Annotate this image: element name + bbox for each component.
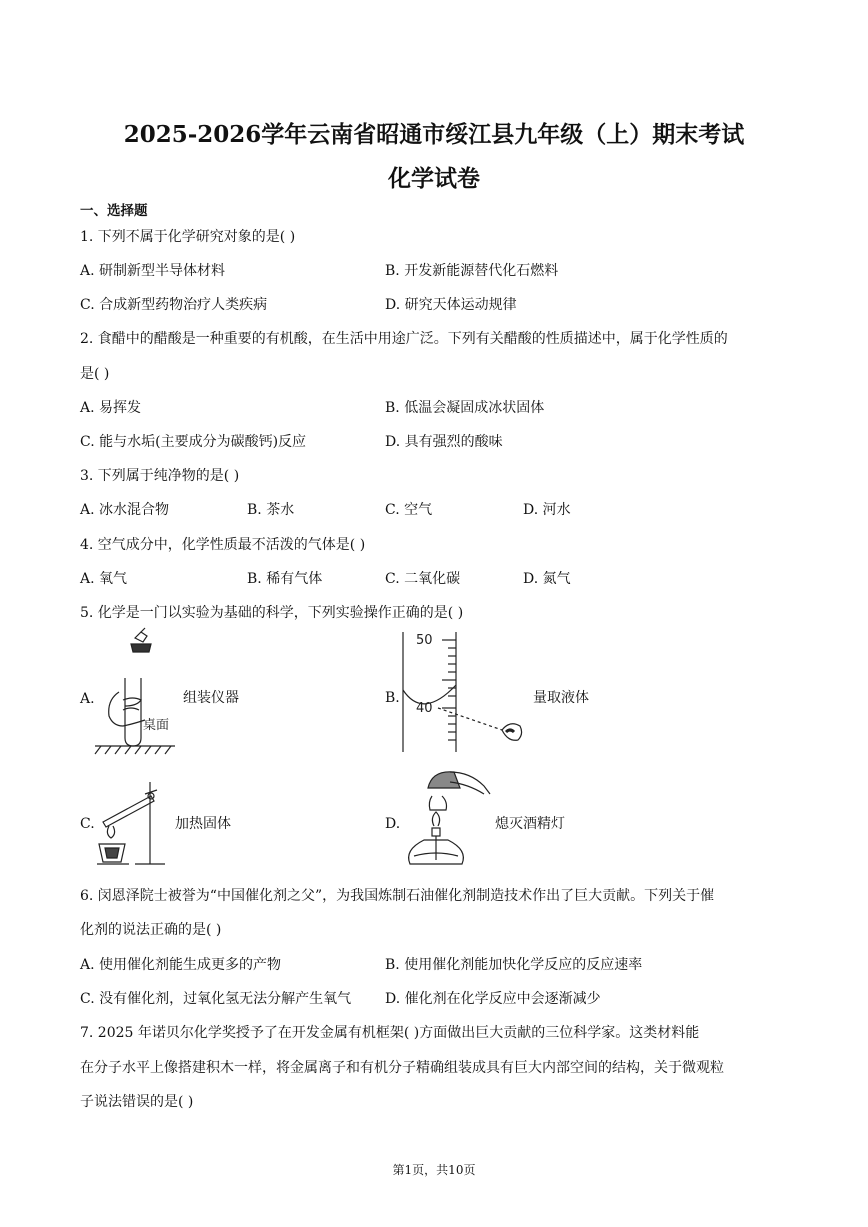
q6-stem-line2: 化剂的说法正确的是( ) [80, 922, 222, 938]
q5-option-d-letter: D. [385, 816, 401, 832]
tick-50-label: 50 [416, 633, 433, 648]
q2-option-b: B. 低温会凝固成冰状固体 [385, 400, 545, 416]
tick-40-label: 40 [416, 701, 433, 716]
q4-option-a: A. 氧气 [80, 571, 128, 587]
q7-stem-line1: 7. 2025 年诺贝尔化学奖授予了在开发金属有机框架( )方面做出巨大贡献的三位科学家。这类材料能 [80, 1025, 700, 1041]
q5-option-c-letter: C. [80, 816, 95, 832]
q6-stem-line1: 6. 闵恩泽院士被誉为“中国催化剂之父”，为我国炼制石油催化剂制造技术作出了巨大贡献。下列关于催 [80, 888, 715, 904]
q1-stem: 1. 下列不属于化学研究对象的是( ) [80, 229, 296, 245]
q2-option-d: D. 具有强烈的酸味 [385, 434, 503, 450]
q4-option-b: B. 稀有气体 [247, 571, 323, 587]
q5-option-d-label: 熄灭酒精灯 [495, 816, 565, 832]
page-footer: 第1页，共10页 [392, 1163, 476, 1177]
q4-option-c: C. 二氧化碳 [385, 571, 461, 587]
q1-option-c: C. 合成新型药物治疗人类疾病 [80, 297, 268, 313]
test-tube-assembly-figure [95, 630, 180, 760]
heating-solid-figure [95, 772, 170, 872]
q6-option-b: B. 使用催化剂能加快化学反应的反应速率 [385, 957, 643, 973]
q4-option-d: D. 氮气 [523, 571, 571, 587]
q5-option-c-label: 加热固体 [175, 816, 231, 832]
exam-title-line1: 2025-2026学年云南省昭通市绥江县九年级（上）期末考试 [123, 121, 745, 148]
q1-option-b: B. 开发新能源替代化石燃料 [385, 263, 559, 279]
q2-stem-line1: 2. 食醋中的醋酸是一种重要的有机酸，在生活中用途广泛。下列有关醋酸的性质描述中，属于化学性质的 [80, 331, 728, 347]
exam-title-line2: 化学试卷 [388, 165, 480, 192]
q5-option-b-letter: B. [385, 690, 400, 706]
q2-option-a: A. 易挥发 [80, 400, 142, 416]
q2-option-c: C. 能与水垢(主要成分为碳酸钙)反应 [80, 434, 307, 450]
q3-stem: 3. 下列属于纯净物的是( ) [80, 468, 240, 484]
alcohol-lamp-figure [400, 768, 495, 876]
q3-option-a: A. 冰水混合物 [80, 502, 170, 518]
q3-option-c: C. 空气 [385, 502, 433, 518]
desk-label: 桌面 [143, 718, 170, 733]
q7-stem-line2: 在分子水平上像搭建积木一样，将金属离子和有机分子精确组装成具有巨大内部空间的结构，关于微观粒 [80, 1060, 724, 1076]
q4-stem: 4. 空气成分中，化学性质最不活泼的气体是( ) [80, 537, 366, 553]
q6-option-c: C. 没有催化剂，过氧化氢无法分解产生氧气 [80, 991, 352, 1007]
graduated-cylinder-figure [398, 630, 538, 760]
q3-option-d: D. 河水 [523, 502, 571, 518]
q3-option-b: B. 茶水 [247, 502, 295, 518]
q6-option-a: A. 使用催化剂能生成更多的产物 [80, 957, 282, 973]
q5-option-a-letter: A. [80, 691, 95, 707]
section-heading: 一、选择题 [80, 203, 148, 219]
q6-option-d: D. 催化剂在化学反应中会逐渐减少 [385, 991, 601, 1007]
q5-option-b-label: 量取液体 [533, 690, 589, 706]
q2-stem-line2: 是( ) [80, 366, 110, 382]
q5-stem: 5. 化学是一门以实验为基础的科学，下列实验操作正确的是( ) [80, 605, 464, 621]
q1-option-a: A. 研制新型半导体材料 [80, 263, 226, 279]
q1-option-d: D. 研究天体运动规律 [385, 297, 517, 313]
q5-option-a-label: 组装仪器 [183, 690, 239, 706]
q7-stem-line3: 子说法错误的是( ) [80, 1094, 194, 1110]
